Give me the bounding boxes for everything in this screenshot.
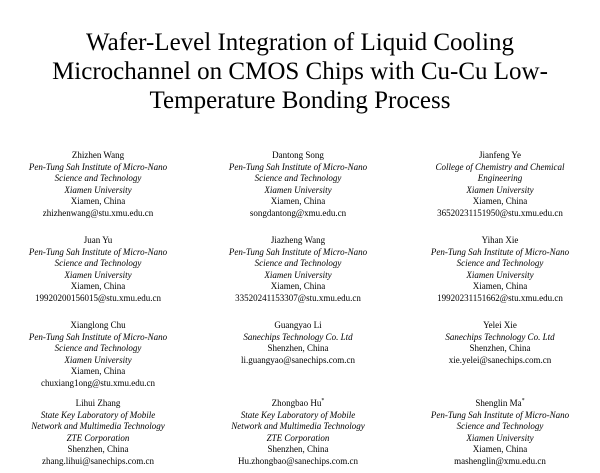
author-name: Yelei Xie bbox=[483, 320, 517, 330]
author-block bbox=[0, 235, 196, 304]
author-affiliation: Pen-Tung Sah Institute of Micro-Nano bbox=[228, 246, 368, 257]
author-affiliation: Engineering bbox=[477, 173, 523, 183]
author-location: Xiamen, China bbox=[70, 281, 126, 291]
title-line: Wafer-Level Integration of Liquid Cooling bbox=[86, 29, 514, 56]
title-line: Temperature Bonding Process bbox=[149, 87, 451, 114]
author-affiliation: Sanechips Technology Co. Ltd bbox=[243, 331, 353, 342]
author-affiliation: Xiamen University bbox=[64, 269, 132, 280]
author-email: zhizhenwang@stu.xmu.edu.cn bbox=[42, 207, 154, 218]
author-affiliation: Xiamen University bbox=[64, 354, 132, 365]
author-name: Dantong Song bbox=[272, 150, 324, 160]
author-email: 33520241153307@stu.xmu.edu.cn bbox=[235, 292, 361, 303]
author-name: Juan Yu bbox=[83, 235, 113, 245]
author-affiliation: Science and Technology bbox=[254, 173, 342, 183]
author-email: 36520231151950@stu.xmu.edu.cn bbox=[437, 207, 563, 218]
author-block bbox=[0, 150, 196, 219]
author-email: zhang.lihui@sanechips.com.cn bbox=[41, 455, 154, 466]
author-block bbox=[200, 398, 396, 467]
author-location: Xiamen, China bbox=[472, 281, 528, 291]
author-affiliation: Pen-Tung Sah Institute of Micro-Nano bbox=[430, 246, 570, 257]
author-block bbox=[200, 320, 396, 366]
author-name: Zhizhen Wang bbox=[71, 150, 125, 160]
author-affiliation: ZTE Corporation bbox=[266, 432, 330, 443]
author-block bbox=[0, 398, 196, 467]
author-block bbox=[200, 150, 396, 219]
author-affiliation: Network and Multimedia Technology bbox=[31, 421, 165, 431]
author-affiliation: Sanechips Technology Co. Ltd bbox=[445, 331, 555, 342]
author-name: Guangyao Li bbox=[274, 320, 322, 330]
author-block bbox=[200, 235, 396, 304]
author-location: Xiamen, China bbox=[472, 196, 528, 206]
author-affiliation: Xiamen University bbox=[64, 184, 132, 195]
author-block bbox=[402, 398, 598, 467]
author-affiliation: Science and Technology bbox=[54, 258, 142, 268]
author-affiliation: ZTE Corporation bbox=[66, 432, 130, 443]
author-location: Xiamen, China bbox=[70, 196, 126, 206]
author-affiliation: Pen-Tung Sah Institute of Micro-Nano bbox=[228, 161, 368, 172]
author-affiliation: Pen-Tung Sah Institute of Micro-Nano bbox=[28, 161, 168, 172]
author-location: Xiamen, China bbox=[270, 196, 326, 206]
title-line: Microchannel on CMOS Chips with Cu-Cu Low- bbox=[52, 58, 548, 85]
author-affiliation: State Key Laboratory of Mobile bbox=[240, 409, 356, 420]
author-affiliation: Science and Technology bbox=[456, 421, 544, 431]
author-affiliation: Pen-Tung Sah Institute of Micro-Nano bbox=[28, 331, 168, 342]
author-block bbox=[402, 320, 598, 366]
paper-title bbox=[0, 28, 600, 115]
author-email: 19920200156015@stu.xmu.edu.cn bbox=[34, 292, 162, 303]
author-affiliation: Xiamen University bbox=[466, 269, 534, 280]
author-location: Xiamen, China bbox=[472, 444, 528, 454]
author-affiliation: Pen-Tung Sah Institute of Micro-Nano bbox=[430, 409, 570, 420]
author-block bbox=[402, 235, 598, 304]
author-name: Jianfeng Ye bbox=[479, 150, 521, 160]
author-email: chuxiang1ong@stu.xmu.edu.cn bbox=[40, 377, 156, 388]
author-email: xie.yelei@sanechips.com.cn bbox=[448, 354, 552, 365]
author-affiliation: State Key Laboratory of Mobile bbox=[40, 409, 156, 420]
author-affiliation: Science and Technology bbox=[54, 343, 142, 353]
author-affiliation: Science and Technology bbox=[456, 258, 544, 268]
author-name: Xianglong Chu bbox=[70, 320, 126, 330]
author-affiliation: College of Chemistry and Chemical bbox=[435, 161, 565, 172]
author-name: Lihui Zhang bbox=[75, 398, 121, 408]
author-email: songdantong@xmu.edu.cn bbox=[249, 207, 347, 218]
author-location: Shenzhen, China bbox=[267, 343, 329, 353]
author-affiliation: Pen-Tung Sah Institute of Micro-Nano bbox=[28, 246, 168, 257]
author-location: Xiamen, China bbox=[270, 281, 326, 291]
author-affiliation: Science and Technology bbox=[254, 258, 342, 268]
author-email: Hu.zhongbao@sanechips.com.cn bbox=[237, 455, 358, 466]
author-name: Shenglin Ma* bbox=[475, 398, 525, 408]
author-block bbox=[402, 150, 598, 219]
author-email: 19920231151662@stu.xmu.edu.cn bbox=[437, 292, 563, 303]
author-affiliation: Xiamen University bbox=[264, 184, 332, 195]
author-email: mashenglin@xmu.edu.cn bbox=[454, 455, 546, 466]
author-affiliation: Xiamen University bbox=[466, 432, 534, 443]
author-affiliation: Xiamen University bbox=[466, 184, 534, 195]
author-location: Xiamen, China bbox=[70, 366, 126, 376]
author-name: Jiazheng Wang bbox=[270, 235, 326, 245]
author-name: Yihan Xie bbox=[481, 235, 519, 245]
author-affiliation: Xiamen University bbox=[264, 269, 332, 280]
author-location: Shenzhen, China bbox=[67, 444, 129, 454]
author-affiliation: Science and Technology bbox=[54, 173, 142, 183]
author-location: Shenzhen, China bbox=[469, 343, 531, 353]
author-location: Shenzhen, China bbox=[267, 444, 329, 454]
author-name: Zhongbao Hu* bbox=[271, 398, 325, 408]
author-block bbox=[0, 320, 196, 389]
author-affiliation: Network and Multimedia Technology bbox=[231, 421, 365, 431]
author-email: li.guangyao@sanechips.com.cn bbox=[240, 354, 355, 365]
